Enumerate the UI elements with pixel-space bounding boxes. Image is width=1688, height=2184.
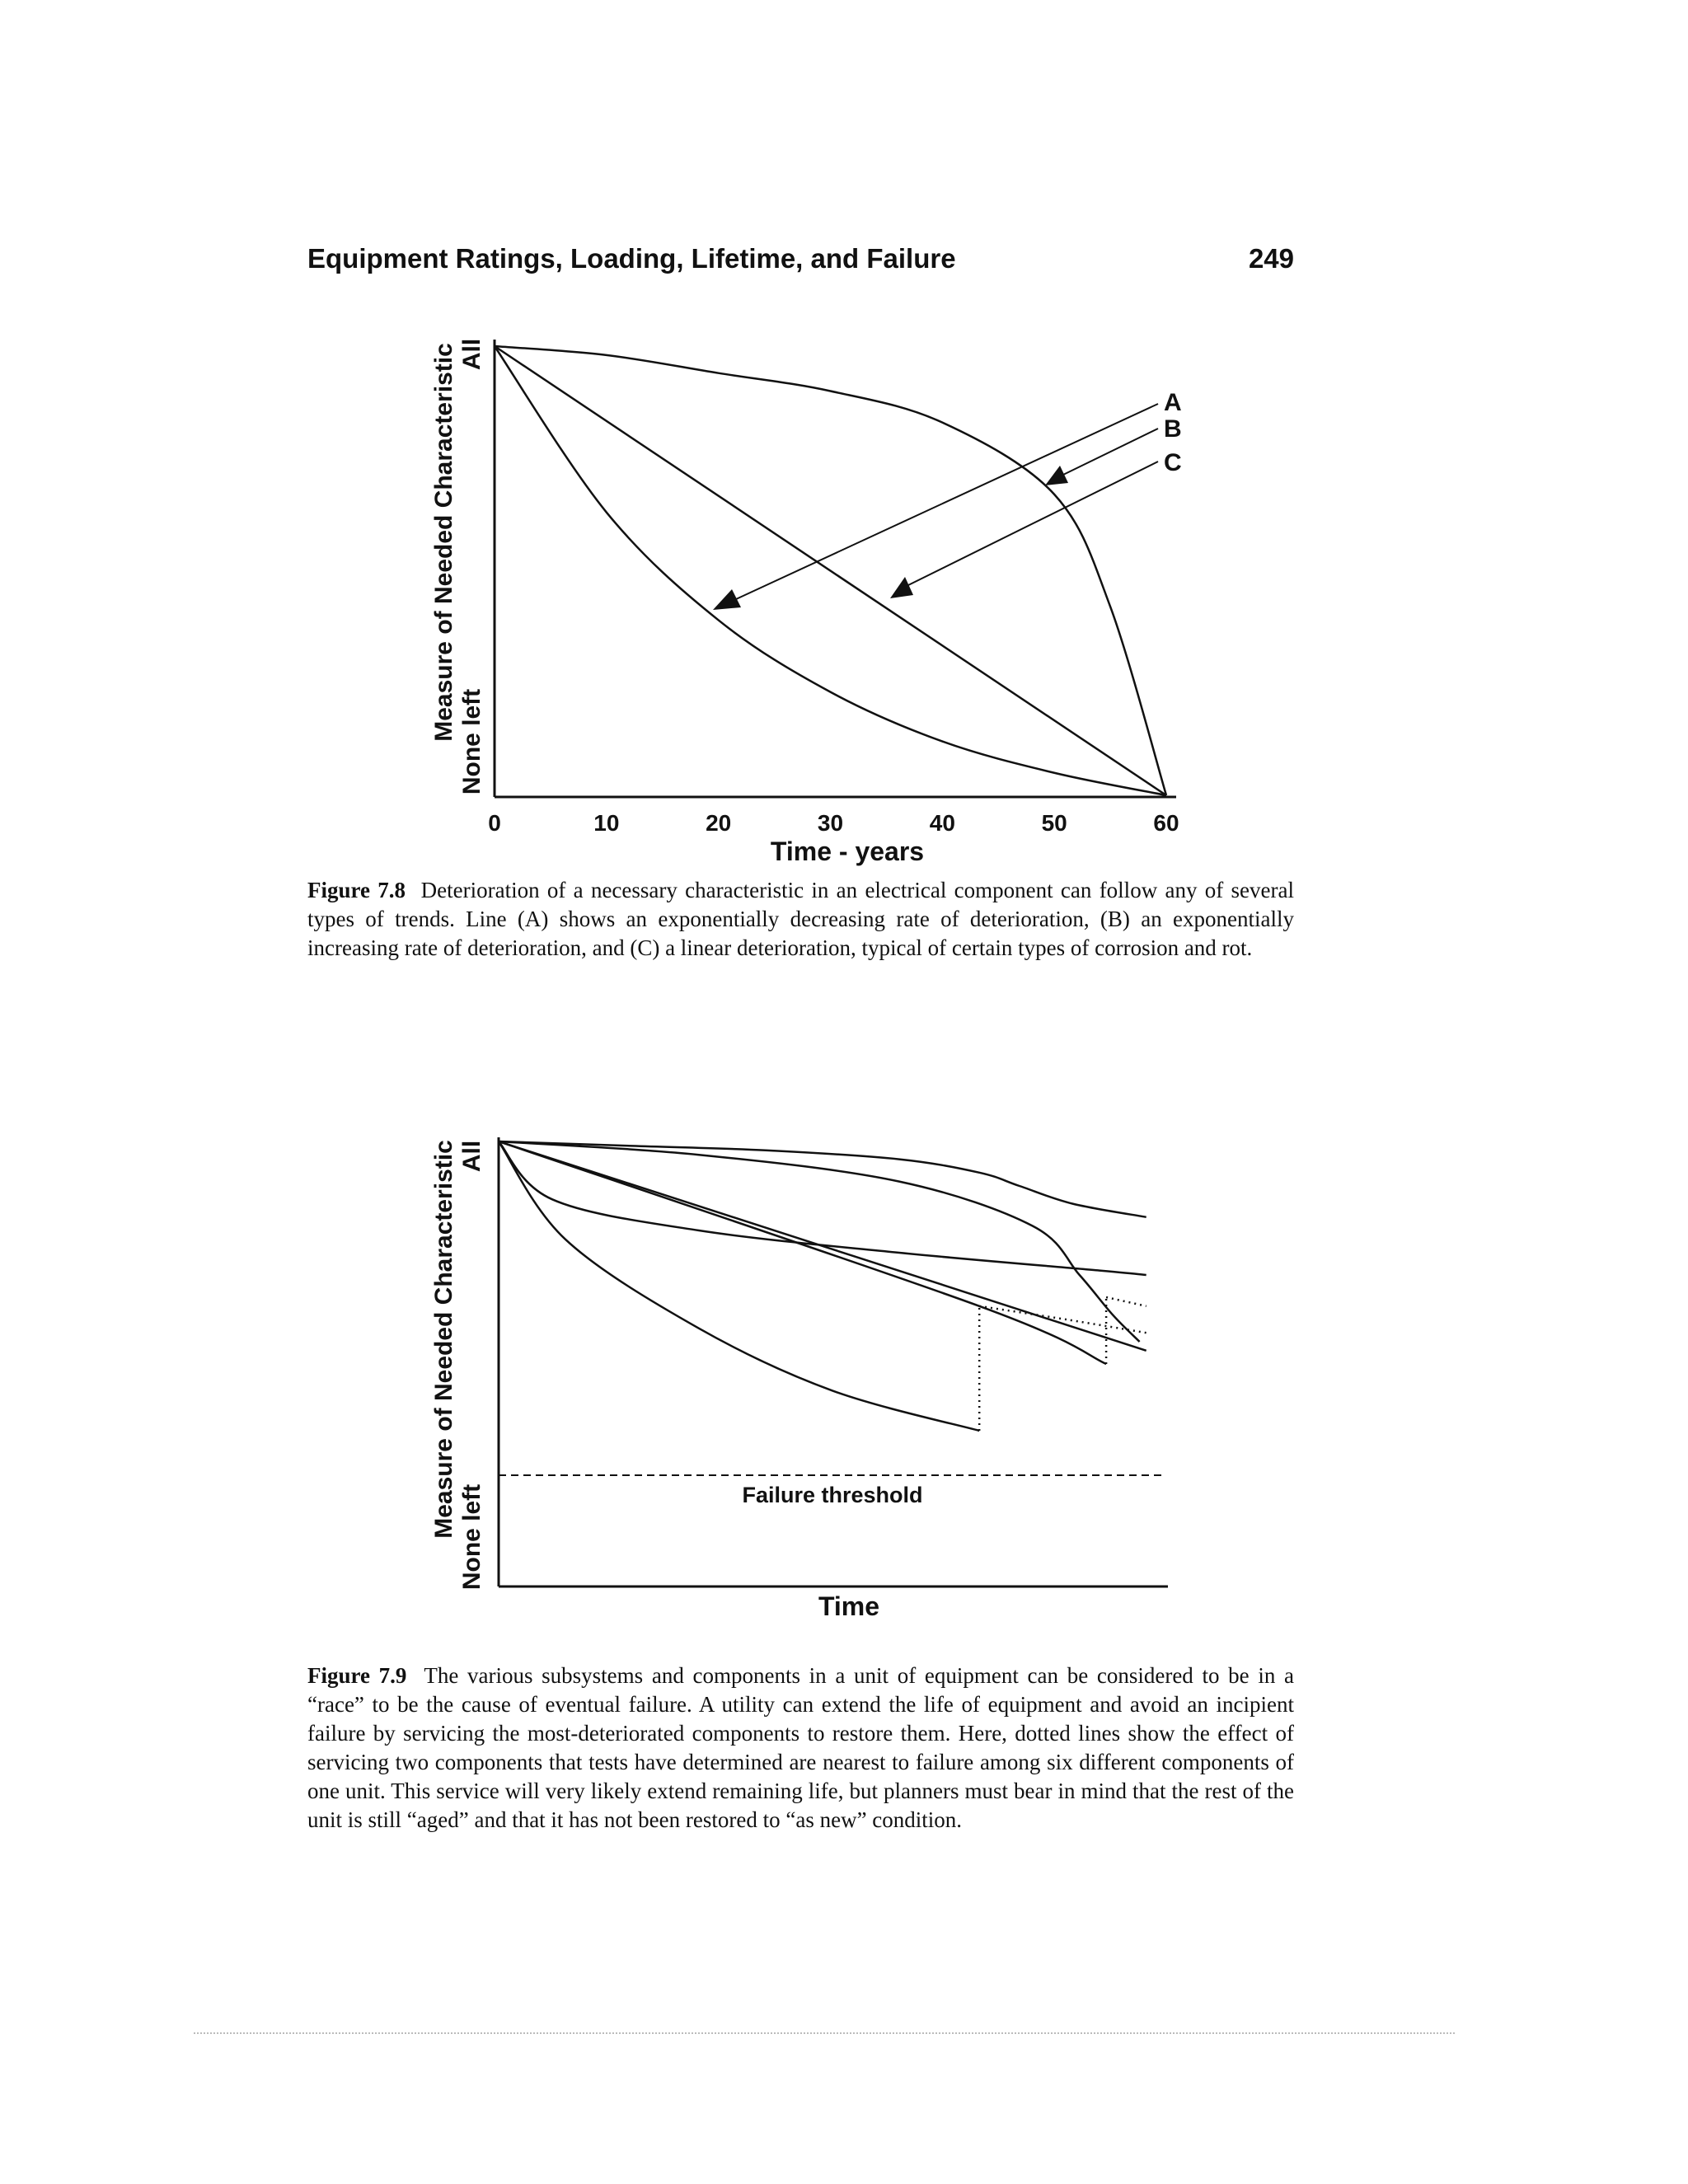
caption-text: Deterioration of a necessary characteristic in an electrical component can follow any of several types of trends. Line (A) shows an exponentially decreasing rate of deterioration, (B) an exponentially increasing rate of deterioration, and (C) a linear deterioration, typical of certain types of corrosion and rot. xyxy=(307,878,1295,960)
page-number: 249 xyxy=(1248,243,1294,274)
caption-text: The various subsystems and components in a unit of equipment can be considered to be in a “race” to be the cause of eventual failure. A utility can extend the life of equipment and avoid an incipient failure by servicing the most-deteriorated components to restore them. Here, dotted lines show the effect of servicing two components that tests have determined are nearest to failure among six different components of one unit. This service will very likely extend remaining life, but planners must bear in mind that the rest of the unit is still “aged” and that it has not been restored to “as new” condition. xyxy=(307,1663,1295,1832)
component-curve-6 xyxy=(499,1141,979,1431)
serviced-trajectory-2 xyxy=(1106,1297,1146,1306)
series-line-c xyxy=(495,346,1166,795)
y-axis-bottom-label: None left xyxy=(458,1483,485,1591)
component-curve-5 xyxy=(499,1141,1106,1364)
legend-label-a: A xyxy=(1164,389,1182,416)
x-tick-label: 0 xyxy=(488,810,501,836)
y-axis-bottom-label: None left xyxy=(458,688,485,795)
leader-line-a xyxy=(736,404,1158,599)
failure-threshold-label: Failure threshold xyxy=(742,1483,923,1507)
component-curve-3 xyxy=(499,1141,1146,1275)
serviced-trajectory-1 xyxy=(979,1306,1146,1333)
x-axis-label: Time - years xyxy=(770,837,925,866)
leader-line-c xyxy=(908,462,1158,585)
running-title: Equipment Ratings, Loading, Lifetime, and Failure xyxy=(307,243,956,274)
series-legend xyxy=(713,389,1182,610)
x-axis-label: Time xyxy=(818,1591,880,1621)
x-tick-label: 40 xyxy=(929,810,955,836)
arrowhead-c xyxy=(890,577,913,598)
scan-artifact-dots xyxy=(194,2032,1455,2036)
x-tick-label: 60 xyxy=(1153,810,1179,836)
caption-label: Figure 7.8 xyxy=(307,878,406,902)
legend-label-c: C xyxy=(1164,449,1182,476)
figure-7-8-chart xyxy=(430,339,1182,866)
caption-label: Figure 7.9 xyxy=(307,1663,407,1688)
arrowhead-b xyxy=(1045,466,1068,485)
x-tick-label: 30 xyxy=(817,810,844,836)
x-tick-label: 50 xyxy=(1041,810,1067,836)
component-curve-4 xyxy=(499,1141,1146,1351)
figure-7-9-chart xyxy=(430,1137,1168,1621)
y-axis-label: Measure of Needed Characteristic xyxy=(430,343,457,742)
legend-label-b: B xyxy=(1164,415,1182,443)
arrowhead-a xyxy=(713,589,741,610)
y-axis-label: Measure of Needed Characteristic xyxy=(430,1140,457,1539)
component-curve-1 xyxy=(499,1141,1146,1217)
y-axis-top-label: All xyxy=(458,1140,485,1173)
x-tick-label: 20 xyxy=(706,810,732,836)
y-axis-top-label: All xyxy=(458,338,485,371)
figure-7-8-caption xyxy=(307,876,1294,963)
x-tick-label: 10 xyxy=(593,810,620,836)
figure-7-9-caption xyxy=(307,1661,1294,1835)
